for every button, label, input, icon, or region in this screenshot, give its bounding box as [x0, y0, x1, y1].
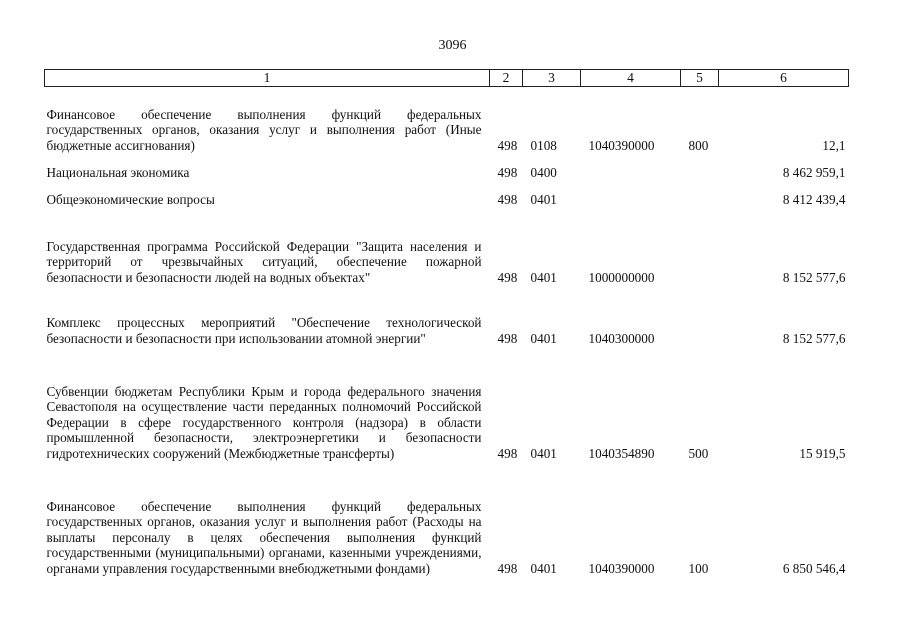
row-expense-type [681, 286, 719, 347]
table-row [45, 154, 849, 181]
column-header-6: 6 [719, 70, 849, 87]
budget-table [44, 69, 849, 577]
row-amount: 6 850 546,4 [782, 560, 846, 576]
row-ministry-code: 498 [497, 137, 518, 153]
row-target-code: 1000000000 [588, 269, 655, 285]
table-row [45, 462, 849, 577]
row-section-code: 0108 [530, 137, 557, 153]
row-amount: 8 462 959,1 [782, 164, 846, 180]
row-expense-type [681, 181, 719, 208]
row-description: Национальная экономика [46, 164, 190, 180]
page-number: 3096 [438, 38, 467, 53]
row-amount: 15 919,5 [799, 445, 846, 461]
row-ministry-code: 498 [497, 445, 518, 461]
row-section-code: 0401 [530, 191, 557, 207]
column-header-4: 4 [581, 70, 681, 87]
row-section-code: 0401 [530, 445, 557, 461]
row-target-code: 1040390000 [588, 560, 655, 576]
row-description: Финансовое обеспечение выполнения функций федеральных государственных органов, оказания услуг и выполнения работ (Расходы на выплаты персоналу в целях обеспечения выполнения функций государственными (муниципальными) органами, казенными учреждениями, органами управления государственными внебюджетными фондами) [46, 498, 482, 576]
row-section-code: 0400 [530, 164, 557, 180]
table-row [45, 87, 849, 154]
row-target-code [581, 154, 681, 181]
row-expense-type: 500 [688, 445, 709, 461]
table-header [45, 70, 849, 87]
row-target-code: 1040354890 [588, 445, 655, 461]
column-header-3: 3 [523, 70, 581, 87]
table-body [45, 87, 849, 577]
row-section-code: 0401 [530, 560, 557, 576]
row-expense-type: 100 [688, 560, 709, 576]
row-amount: 12,1 [822, 137, 846, 153]
row-expense-type [681, 208, 719, 286]
row-description: Субвенции бюджетам Республики Крым и города федерального значения Севастополя на осуществление части переданных полномочий Российской Федерации в сфере государственного контроля (надзора) в области промышленной безопасности, электроэнергетики и безопасности гидротехнических сооружений (Межбюджетные трансферты) [46, 383, 482, 461]
row-amount: 8 152 577,6 [782, 269, 846, 285]
column-header-2: 2 [490, 70, 523, 87]
row-description: Комплекс процессных мероприятий "Обеспечение технологической безопасности и безопасности при использовании атомной энергии" [46, 315, 482, 346]
row-target-code: 1040300000 [588, 330, 655, 346]
row-ministry-code: 498 [497, 560, 518, 576]
row-amount: 8 412 439,4 [782, 191, 846, 207]
row-ministry-code: 498 [497, 330, 518, 346]
row-description: Общеэкономические вопросы [46, 191, 215, 207]
table-row [45, 208, 849, 286]
column-header-1: 1 [45, 70, 490, 87]
table-row [45, 347, 849, 462]
row-ministry-code: 498 [497, 191, 518, 207]
row-target-code: 1040390000 [588, 137, 655, 153]
row-ministry-code: 498 [497, 269, 518, 285]
column-header-5: 5 [681, 70, 719, 87]
row-expense-type: 800 [688, 137, 709, 153]
row-target-code [581, 181, 681, 208]
row-description: Государственная программа Российской Федерации "Защита населения и территорий от чрезвычайных ситуаций, обеспечение пожарной безопасности и безопасности людей на водных объектах" [46, 238, 482, 285]
row-description: Финансовое обеспечение выполнения функций федеральных государственных органов, оказания услуг и выполнения работ (Иные бюджетные ассигнования) [46, 106, 482, 153]
row-ministry-code: 498 [497, 164, 518, 180]
row-expense-type [681, 154, 719, 181]
row-section-code: 0401 [530, 269, 557, 285]
table-row [45, 286, 849, 347]
row-amount: 8 152 577,6 [782, 330, 846, 346]
header-row [45, 70, 849, 87]
row-section-code: 0401 [530, 330, 557, 346]
table-row [45, 181, 849, 208]
